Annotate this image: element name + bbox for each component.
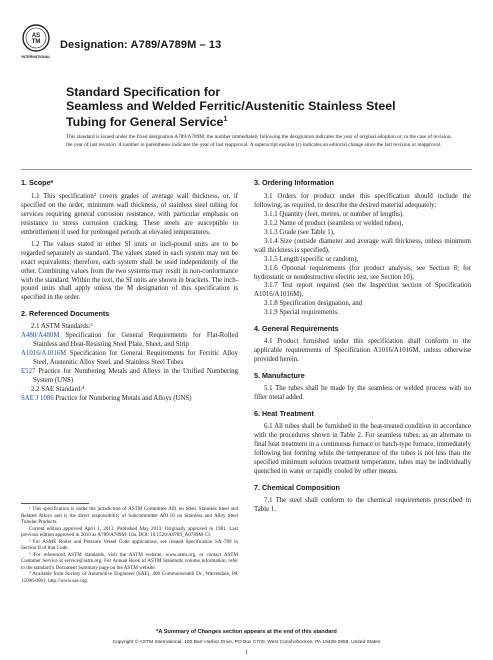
section-heading-ordering: 3. Ordering Information [254,178,334,187]
paragraph-1-2: 1.2 The values stated in either SI units or inch-pound units are to be regarded separately as standard. The values stated in each system may not be exact equivalents; therefore, each system shall be used independently of the other. Combining values from the two systems may result in non-conformance with the standard. Within the text, the SI units are shown in brackets. The inch-pound units shall apply unless the M designation of this specification is specified in the order. [21,240,238,302]
reference-link[interactable]: E527 [21,368,36,376]
section-heading-referenced-documents: 2. Referenced Documents [21,309,110,319]
section-heading-manufacture: 5. Manufacture [254,371,305,381]
paragraph-2-2: 2.2 SAE Standard:⁴ [31,386,85,394]
reference-item: A1016/A1016M Specification for General Requirements for Ferritic Alloy Steel, Austenitic Alloy Steel, and Stainless Steel Tubes [21,350,238,367]
title-line-3: Tubing for General Service$^1$ [66,115,228,130]
ordering-item: 3.1.8 Specification designation, and [264,300,363,308]
paragraph-7-1: 7.1 The steel shall conform to the chemical requirements prescribed in Table 1. [254,496,471,513]
ordering-item: 3.1.9 Special requirements. [264,309,339,317]
paragraph-6-1: 6.1 All tubes shall be furnished in the heat-treated condition in accordance with the procedures shown in Table 2. For seamless tubes, as an alternate to final heat treatment in a continuous furnace or batch-type furnace, immediately following hot forming while the temperature of the tubes is not less than the specified minimum solution treatment temperature, tubes may be individually quenched in water or rapidly cooled by other means. [254,422,471,475]
section-heading-general-requirements: 4. General Requirements [254,324,339,334]
title-line-1: Standard Specification for [66,85,221,99]
ordering-item: 3.1.4 Size (outside diameter and average wall thickness, unless minimum wall thickness is specified), [254,237,471,254]
footnote-divider [21,503,89,504]
svg-text:AS: AS [31,33,41,39]
title-line-2: Seamless and Welded Ferritic/Austenitic Stainless Steel [66,99,396,114]
document-title [66,85,456,130]
issuance-note: This standard is issued under the fixed designation A789/A789M; the number immediately following the designation indicates the year of original adoption or, in the case of revision, the year of last revision. A number in parentheses indicates the year of last reapproval. A superscript epsilon (ε) indicates an editorial change since the last revision or reapproval. [66,134,452,148]
copyright-line: Copyright © ASTM International, 100 Barr Harbor Drive, PO Box C700, West Conshohocken, PA 19428-2959. United States [112,640,381,645]
footnotes [21,506,238,584]
footnote: ⁴ Available from Society of Automotive Engineers (SAE), 400 Commonwealth Dr., Warrendale, PA 15096-0001, http://www.sae.org. [21,571,238,584]
footnote: ² For ASME Boiler and Pressure Vessel Code applications, see related Specification SA–789 in Section II of that Code. [21,538,238,551]
footnote: Current edition approved April 1, 2013. Published May 2013. Originally approved in 1981. Last previous edition approved in 2010 as A789/A789M–10a. DOI: 10.1520/A0789_A0789M-13. [21,525,238,538]
left-column [21,172,238,404]
svg-text:TM: TM [31,39,41,45]
astm-logo [21,24,51,60]
page-number: 1 [245,650,248,656]
designation: Designation: A789/A789M – 13 [60,39,222,51]
summary-of-changes-note: *A Summary of Changes section appears at the end of this standard [156,629,337,635]
reference-link[interactable]: A1016/A1016M [21,350,67,358]
footnote: ¹ This specification is under the jurisdiction of ASTM Committee A01 on Steel, Stainless Steel and Related Alloys and is the direct responsibility of Subcommittee A01.10 on Stainless and Alloy Steel Tubular Products. [21,506,238,525]
reference-item: SAE J 1086 Practice for Numbering Metals and Alloys (UNS) [21,394,192,402]
header-divider [21,169,472,170]
paragraph-3-1: 3.1 Orders for product under this specification should include the following, as required, to describe the desired material adequately: [254,192,471,209]
ordering-item: 3.1.7 Test report required (see the Inspection section of Specification A1016/A1016M), [254,282,471,299]
section-heading-scope: 1. Scope* [21,178,54,187]
paragraph-5-1: 5.1 The tubes shall be made by the seamless or welded process with no filler metal added. [254,385,471,402]
right-column [254,172,471,515]
footnote: ³ For referenced ASTM standards, visit the ASTM website, www.astm.org, or contact ASTM Customer Service at service@astm.org. For Annual Book of ASTM Standards volume information, refer to the standard’s Document Summary page on the ASTM website. [21,551,238,571]
ordering-item: 3.1.3 Grade (see Table 1), [264,228,335,236]
ordering-item: 3.1.2 Name of product (seamless or welded tubes), [264,219,404,227]
paragraph-4-1: 4.1 Product furnished under this specification shall conform to the applicable requirements of Specification A1016/A1016M, unless otherwise provided herein. [254,338,471,364]
paragraph-1-1: 1.1 This specification² covers grades of average wall thickness, or, if specified on the order, minimum wall thickness, of stainless steel tubing for services requiring general corrosion resistance, with particular emphasis on resistance to stress corrosion cracking. These steels are susceptible to embrittlement if used for prolonged periods at elevated temperatures. [21,192,238,236]
ordering-item: 3.1.5 Length (specific or random), [264,255,359,263]
section-heading-chemical-composition: 7. Chemical Composition [254,482,340,492]
reference-link[interactable]: SAE J 1086 [21,394,54,402]
ordering-item: 3.1.6 Optional requirements (for product analysis, see Section 8; for hydrostatic or nondestructive electric test, see Section 10), [254,264,471,281]
section-heading-heat-treatment: 6. Heat Treatment [254,408,314,418]
reference-item: A480/A480M Specification for General Requirements for Flat-Rolled Stainless and Heat-Resisting Steel Plate, Sheet, and Strip [21,332,238,349]
reference-item: E527 Practice for Numbering Metals and Alloys in the Unified Numbering System (UNS) [21,368,238,385]
paragraph-2-1: 2.1 ASTM Standards:³ [31,323,93,331]
ordering-item: 3.1.1 Quantity (feet, metres, or number of lengths), [264,210,404,218]
svg-text:INTERNATIONAL: INTERNATIONAL [21,55,51,59]
reference-link[interactable]: A480/A480M [21,332,60,340]
